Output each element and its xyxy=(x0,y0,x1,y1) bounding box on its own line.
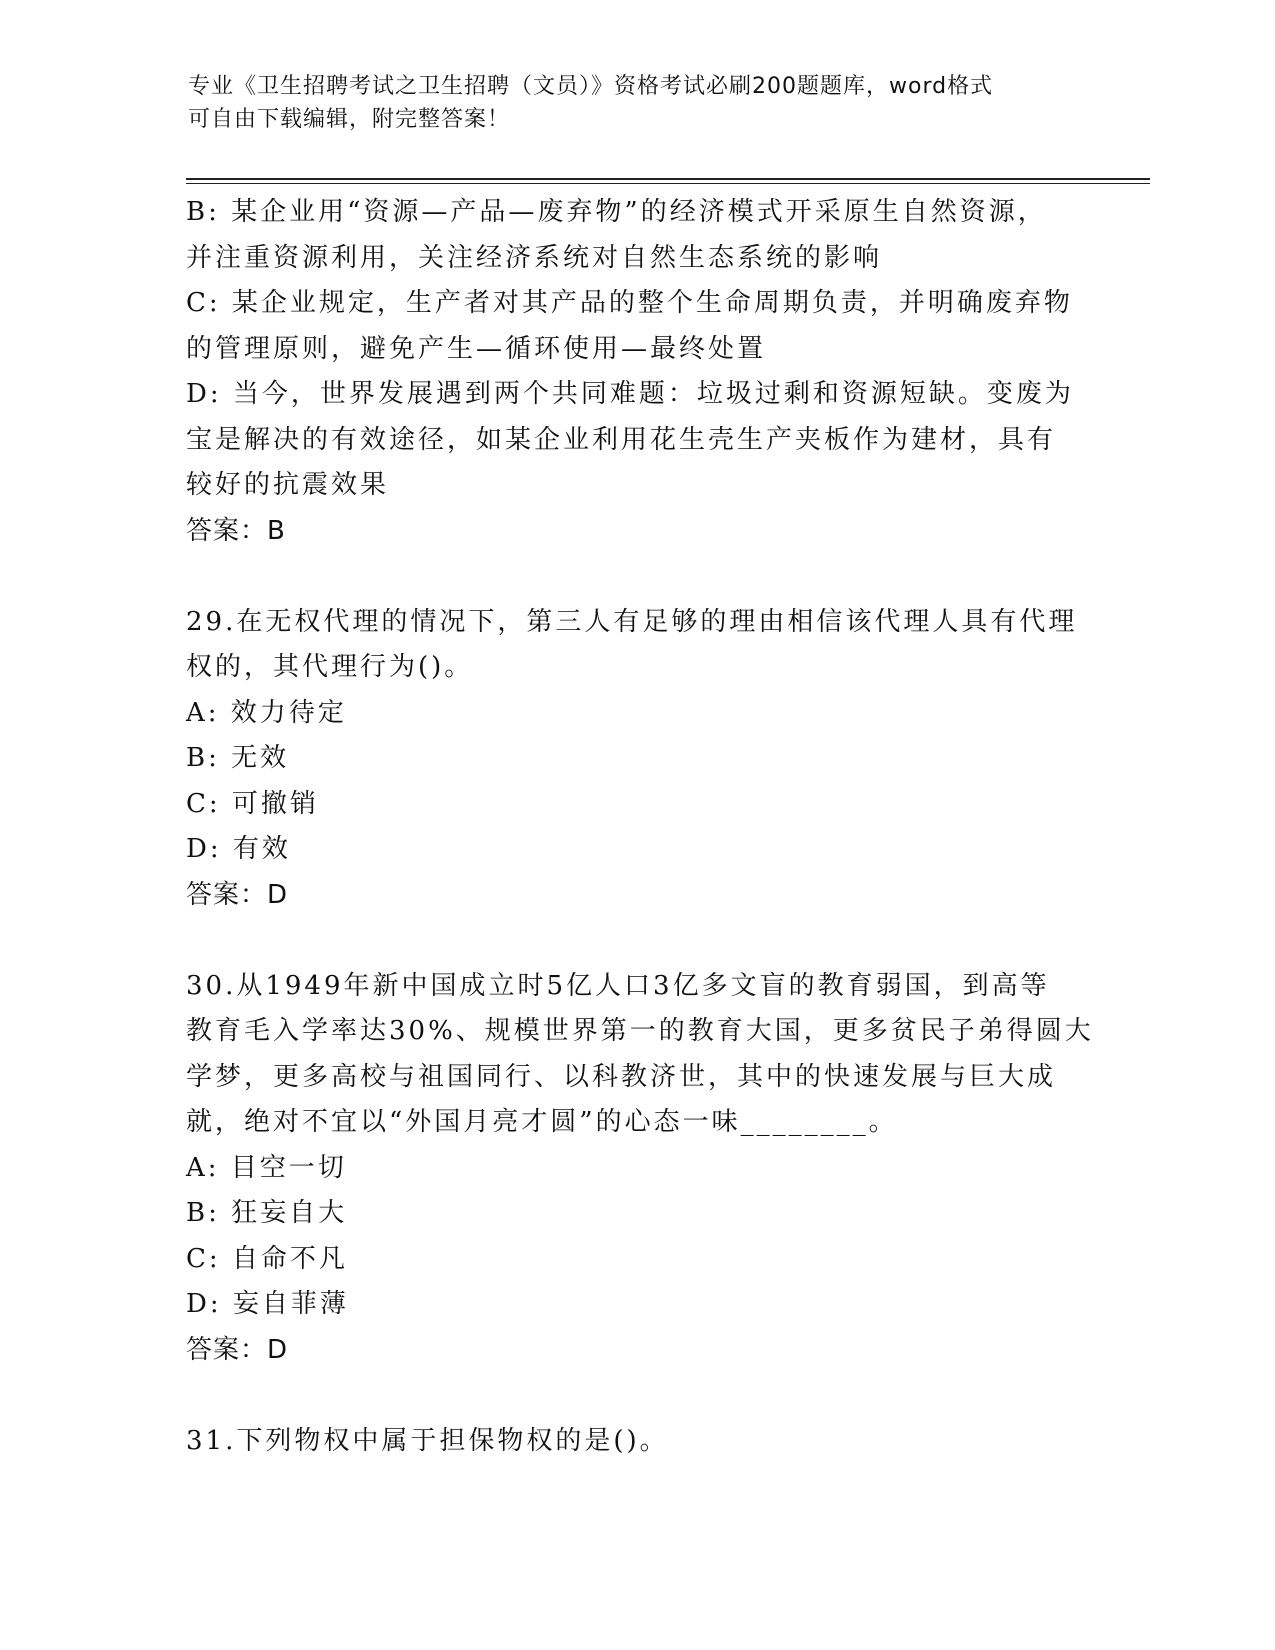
option-c: C: 可撤销 xyxy=(186,788,319,819)
option-c: C: 自命不凡 xyxy=(186,1243,348,1274)
question-stem-line: 29.在无权代理的情况下，第三人有足够的理由相信该代理人具有代理 xyxy=(186,606,1078,637)
page-header xyxy=(188,70,1088,136)
answer-label: 答案：D xyxy=(186,1334,289,1365)
prev-question xyxy=(186,190,1086,554)
question-stem-line: 权的，其代理行为()。 xyxy=(186,652,474,682)
answer-label: 答案：D xyxy=(186,879,289,910)
option-b: B: 狂妄自大 xyxy=(186,1198,348,1228)
question-stem-line: 学梦，更多高校与祖国同行、以科教济世，其中的快速发展与巨大成 xyxy=(186,1061,1057,1092)
document-body xyxy=(186,190,1094,1464)
option-b-line-2: 并注重资源利用，关注经济系统对自然生态系统的影响 xyxy=(186,242,883,273)
header-line-1: 专业《卫生招聘考试之卫生招聘（文员）》资格考试必刷200题题库，word格式 xyxy=(188,74,994,99)
header-line-2: 可自由下载编辑，附完整答案！ xyxy=(188,107,511,132)
option-a: A: 效力待定 xyxy=(186,697,347,728)
option-a: A: 目空一切 xyxy=(186,1152,347,1183)
question-stem-line: 就，绝对不宜以“外国月亮才圆”的心态一味________。 xyxy=(186,1107,898,1137)
option-d-line-1: D: 当今，世界发展遇到两个共同难题：垃圾过剩和资源短缺。变废为 xyxy=(186,379,1074,409)
header-divider-thin xyxy=(186,183,1150,184)
option-d: D: 妄自菲薄 xyxy=(186,1289,349,1319)
option-c-line-1: C: 某企业规定，生产者对其产品的整个生命周期负责，并明确废弃物 xyxy=(186,288,1073,318)
option-d: D: 有效 xyxy=(186,834,291,864)
question-29 xyxy=(186,600,1086,919)
option-d-line-3: 较好的抗震效果 xyxy=(186,470,390,500)
question-stem-line: 31.下列物权中属于担保物权的是()。 xyxy=(186,1425,669,1456)
question-stem-line: 教育毛入学率达30%、规模世界第一的教育大国，更多贫民子弟得圆大 xyxy=(186,1016,1094,1046)
option-d-line-2: 宝是解决的有效途径，如某企业利用花生壳生产夹板作为建材，具有 xyxy=(186,424,1057,455)
option-c-line-2: 的管理原则，避免产生—循环使用—最终处置 xyxy=(186,333,767,364)
header-divider-thick xyxy=(186,178,1150,180)
question-stem-line: 30.从1949年新中国成立时5亿人口3亿多文盲的教育弱国，到高等 xyxy=(186,970,1050,1001)
answer-label: 答案：B xyxy=(186,515,286,546)
question-31 xyxy=(186,1419,1086,1465)
option-b: B: 无效 xyxy=(186,743,290,773)
option-b-line-1: B: 某企业用“资源—产品—废弃物”的经济模式开采原生自然资源， xyxy=(186,197,1047,227)
question-30 xyxy=(186,964,1094,1374)
